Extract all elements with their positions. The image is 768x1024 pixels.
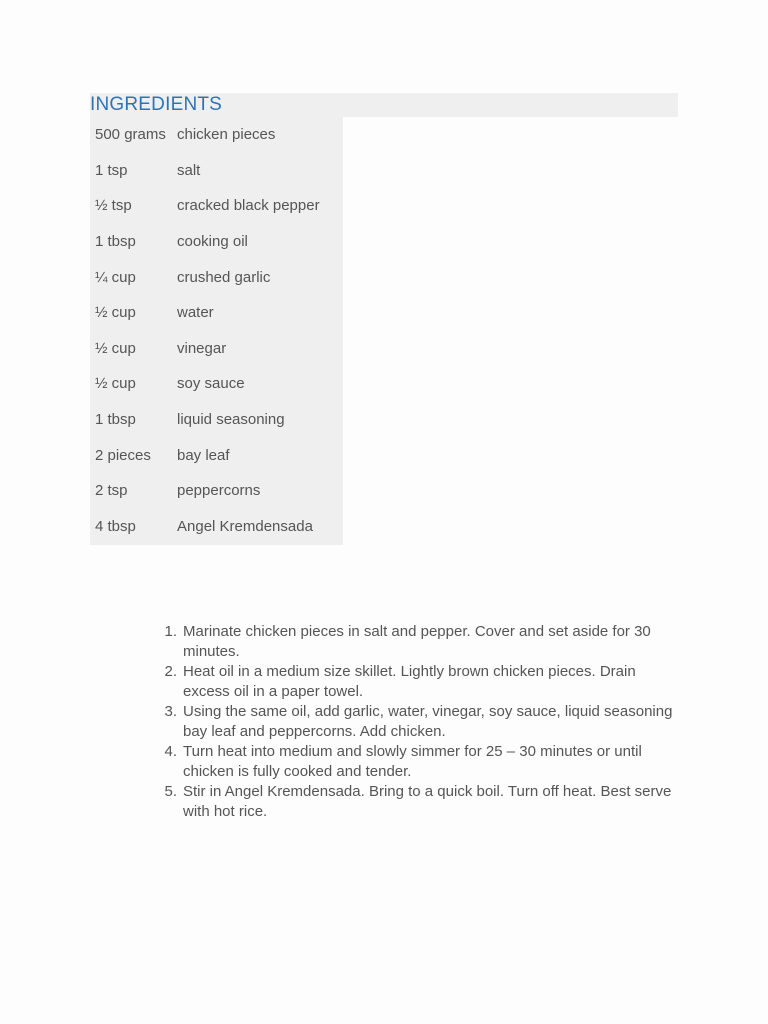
ingredient-quantity: 4 tbsp <box>95 517 136 535</box>
ingredient-name: vinegar <box>177 339 227 357</box>
ingredient-name: salt <box>177 161 201 179</box>
ingredient-row <box>90 402 343 438</box>
ingredient-row <box>90 509 343 545</box>
ingredient-row <box>90 366 343 402</box>
ingredients-table <box>90 117 343 545</box>
ingredient-row <box>90 295 343 331</box>
ingredient-quantity: 1 tbsp <box>95 411 136 429</box>
procedure-step <box>164 782 675 822</box>
step-text: Using the same oil, add garlic, water, vinegar, soy sauce, liquid seasoning bay leaf and peppercorns. Add chicken. <box>183 703 673 740</box>
step-text: Marinate chicken pieces in salt and pepper. Cover and set aside for 30 minutes. <box>183 623 651 660</box>
step-text: Heat oil in a medium size skillet. Lightly brown chicken pieces. Drain excess oil in a paper towel. <box>183 663 636 700</box>
ingredient-quantity: ¼ cup <box>95 268 136 286</box>
step-number: 1. <box>164 623 177 640</box>
ingredient-row <box>90 437 343 473</box>
ingredient-row <box>90 153 343 189</box>
procedure-list <box>164 622 675 822</box>
ingredient-row <box>90 224 343 260</box>
ingredient-quantity: ½ cup <box>95 339 136 357</box>
step-text: Turn heat into medium and slowly simmer for 25 – 30 minutes or until chicken is fully cooked and tender. <box>183 743 642 780</box>
ingredient-row <box>90 331 343 367</box>
ingredient-row <box>90 188 343 224</box>
ingredient-name: soy sauce <box>177 375 245 393</box>
ingredient-quantity: 2 tsp <box>95 482 128 500</box>
ingredient-name: cooking oil <box>177 233 248 251</box>
procedure-step <box>164 622 675 662</box>
ingredient-quantity: ½ tsp <box>95 197 132 215</box>
procedure-step <box>164 742 675 782</box>
ingredient-name: water <box>177 304 214 322</box>
step-text: Stir in Angel Kremdensada. Bring to a quick boil. Turn off heat. Best serve with hot rice. <box>183 783 672 820</box>
ingredient-row <box>90 473 343 509</box>
ingredient-quantity: ½ cup <box>95 375 136 393</box>
step-number: 2. <box>164 663 177 680</box>
ingredient-name: crushed garlic <box>177 268 271 286</box>
ingredient-quantity: 1 tbsp <box>95 233 136 251</box>
ingredient-name: peppercorns <box>177 482 261 500</box>
ingredient-name: chicken pieces <box>177 126 276 144</box>
ingredient-quantity: 500 grams <box>95 126 166 144</box>
ingredient-name: liquid seasoning <box>177 411 285 429</box>
ingredient-name: cracked black pepper <box>177 197 320 215</box>
ingredient-name: Angel Kremdensada <box>177 517 313 535</box>
procedure-step <box>164 662 675 702</box>
ingredient-quantity: 1 tsp <box>95 161 128 179</box>
ingredient-name: bay leaf <box>177 446 230 464</box>
procedure-step <box>164 702 675 742</box>
ingredient-quantity: ½ cup <box>95 304 136 322</box>
step-number: 4. <box>164 743 177 760</box>
ingredient-row <box>90 259 343 295</box>
ingredient-quantity: 2 pieces <box>95 446 151 464</box>
step-number: 3. <box>164 703 177 720</box>
step-number: 5. <box>164 783 177 800</box>
ingredients-heading: INGREDIENTS <box>90 94 223 115</box>
ingredient-row <box>90 117 343 153</box>
